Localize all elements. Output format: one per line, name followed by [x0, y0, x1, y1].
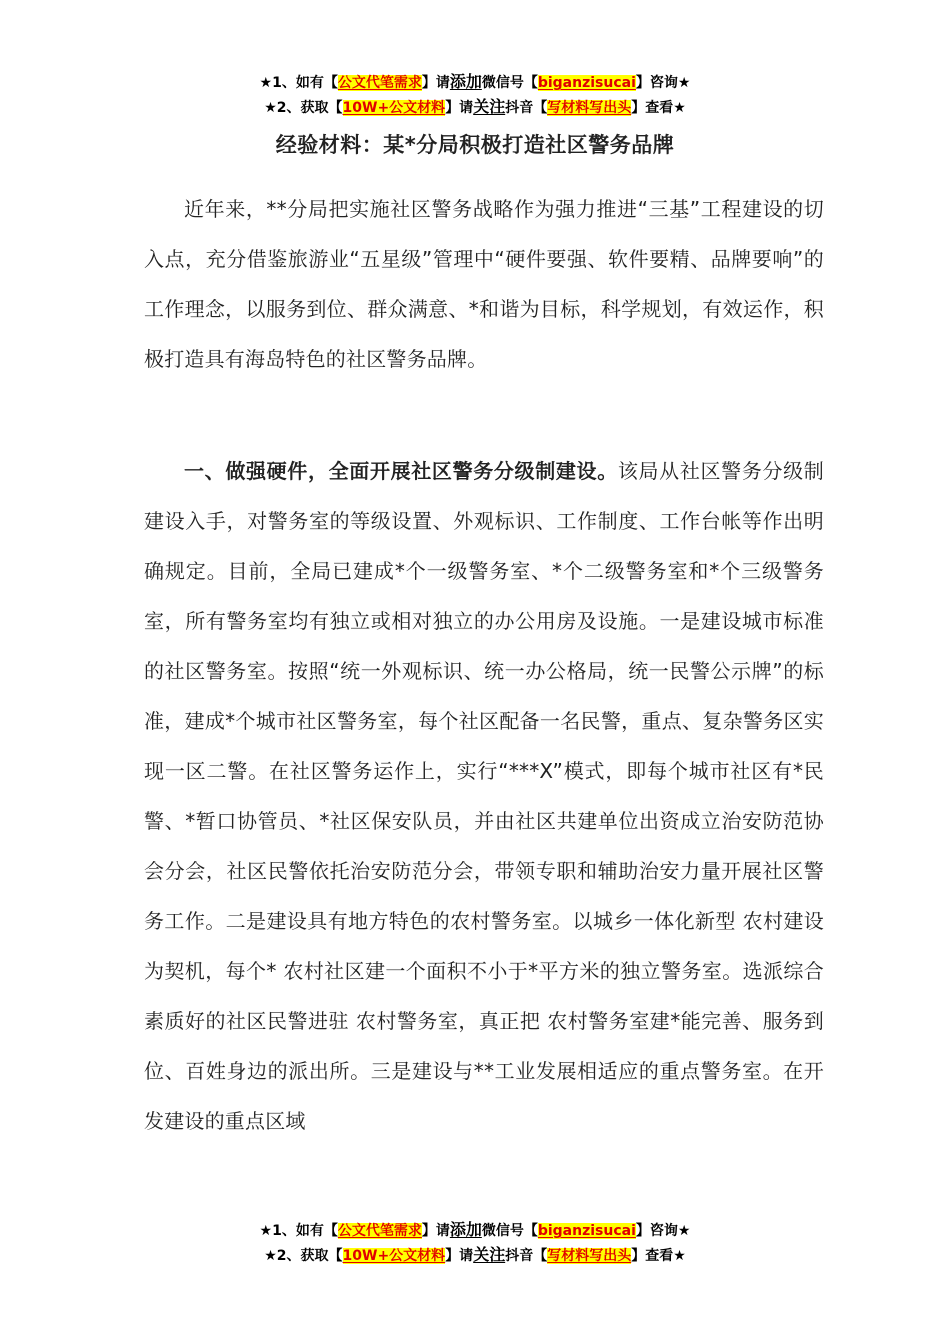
promo-text: 抖音【 — [505, 100, 548, 116]
promo-text: 】咨询★ — [635, 1223, 691, 1239]
promo-text: 】查看★ — [631, 100, 686, 116]
promo-text: ★2、获取【 — [264, 100, 343, 116]
promo-text: ★2、获取【 — [264, 1248, 343, 1264]
document-title: 经验材料：某*分局积极打造社区警务品牌 — [275, 133, 675, 157]
promo-text: ★1、如有【 — [259, 75, 338, 91]
promo-line-1 — [0, 1218, 950, 1243]
promo-text: 】请 — [445, 1248, 474, 1264]
douyin-highlight: 写材料写出头 — [547, 100, 632, 116]
paragraph-section-one — [144, 446, 824, 1146]
promo-text: ★1、如有【 — [259, 1223, 338, 1239]
promo-line-2 — [0, 95, 950, 120]
promo-text: 抖音【 — [505, 1248, 548, 1264]
wechat-id-highlight: biganzisucai — [537, 1223, 636, 1239]
promo-text: 】请 — [421, 75, 450, 91]
promo-text: 】请 — [421, 1223, 450, 1239]
promo-banner-bottom — [0, 1218, 950, 1268]
promo-highlight: 10W+公文材料 — [342, 1248, 446, 1264]
section-body: 该局从社区警务分级制建设入手，对警务室的等级设置、外观标识、工作制度、工作台帐等作出明确规定。目前，全局已建成*个一级警务室、*个二级警务室和*个三级警务室，所有警务室均有独立或相对独立的办公用房及设施。一是建设城市标准的社区警务室。按照“统一外观标识、统一办公格局，统一民警公示牌”的标准，建成*个城市社区警务室，每个社区配备一名民警，重点、复杂警务区实现一区二警。在社区警务运作上，实行“***X”模式，即每个城市社区有*民警、*暂口协管员、*社区保安队员，并由社区共建单位出资成立治安防范协会分会，社区民警依托治安防范分会，带领专职和辅助治安力量开展社区警务工作。二是建设具有地方特色的农村警务室。以城乡一体化新型 农村建设为契机，每个* 农村社区建一个面积不小于*平方米的独立警务室。选派综合素质好的社区民警进驻 农村警务室，真正把 农村警务室建*能完善、服务到位、百姓身边的派出所。三是建设与**工业发展相适应的重点警务室。在开发建设的重点区域 — [144, 459, 824, 1133]
promo-emphasis: 添加 — [449, 1220, 482, 1239]
promo-highlight: 公文代笔需求 — [337, 1223, 422, 1239]
paragraph-intro: 近年来，**分局把实施社区警务战略作为强力推进“三基”工程建设的切入点，充分借鉴旅游业“五星级”管理中“硬件要强、软件要精、品牌要响”的工作理念，以服务到位、群众满意、*和谐为目标，科学规划，有效运作，积极打造具有海岛特色的社区警务品牌。 — [144, 197, 824, 371]
promo-emphasis: 添加 — [449, 72, 482, 91]
promo-highlight: 10W+公文材料 — [342, 100, 446, 116]
promo-banner-top — [0, 70, 950, 120]
promo-line-2 — [0, 1243, 950, 1268]
promo-text: 】请 — [445, 100, 474, 116]
promo-text: 】咨询★ — [635, 75, 691, 91]
promo-text: 微信号【 — [481, 1223, 538, 1239]
promo-line-1 — [0, 70, 950, 95]
promo-text: 微信号【 — [481, 75, 538, 91]
promo-text: 】查看★ — [631, 1248, 686, 1264]
promo-highlight: 公文代笔需求 — [337, 75, 422, 91]
promo-emphasis: 关注 — [473, 97, 506, 116]
promo-emphasis: 关注 — [473, 1245, 506, 1264]
section-heading: 一、做强硬件，全面开展社区警务分级制建设。 — [184, 459, 618, 483]
douyin-highlight: 写材料写出头 — [547, 1248, 632, 1264]
wechat-id-highlight: biganzisucai — [537, 75, 636, 91]
